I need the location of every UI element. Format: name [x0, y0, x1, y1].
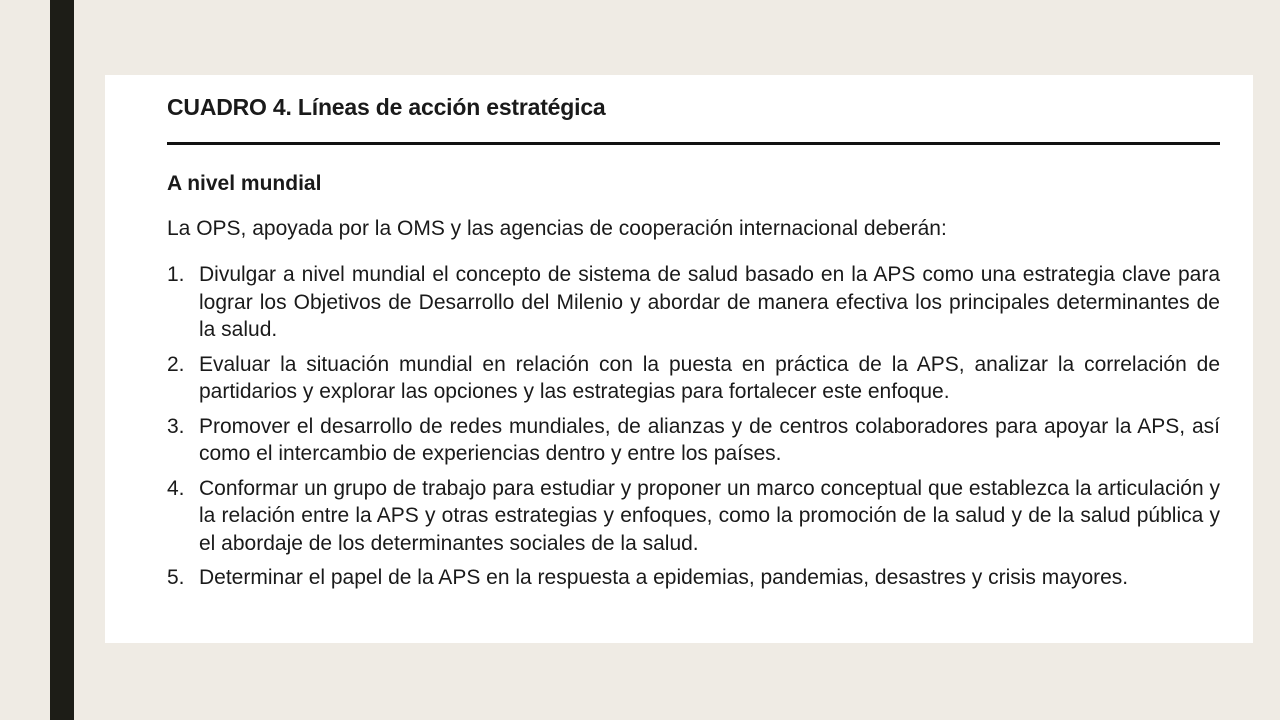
list-item-number: 2. — [167, 352, 185, 376]
list-item — [167, 413, 1220, 468]
title-divider — [167, 142, 1220, 145]
list-item-text: Evaluar la situación mundial en relación con la puesta en práctica de la APS, analizar la correlación de partidarios y explorar las opciones y las estrategias para fortalecer este enfoque. — [199, 352, 1220, 403]
action-list — [167, 261, 1220, 599]
section-heading: A nivel mundial — [167, 172, 322, 195]
list-item — [167, 261, 1220, 344]
list-item — [167, 351, 1220, 406]
list-item-number: 5. — [167, 566, 185, 589]
list-item-text: Determinar el papel de la APS en la respuesta a epidemias, pandemias, desastres y crisis mayores. — [199, 566, 1129, 589]
list-item-number: 4. — [167, 476, 185, 500]
document-panel — [105, 75, 1253, 643]
list-item-text: Conformar un grupo de trabajo para estudiar y proponer un marco conceptual que establezca la articulación y la relación entre la APS y otras estrategias y enfoques, como la promoción de la salud y de la salud pública y el abordaje de los determinantes sociales de la salud. — [199, 476, 1220, 555]
list-item-text: Divulgar a nivel mundial el concepto de sistema de salud basado en la APS como una estrategia clave para lograr los Objetivos de Desarrollo del Milenio y abordar de manera efectiva los principales determinantes de la salud. — [199, 263, 1220, 341]
list-item-number: 1. — [167, 263, 185, 286]
intro-text: La OPS, apoyada por la OMS y las agencias de cooperación internacional deberán: — [167, 217, 947, 240]
document-title: CUADRO 4. Líneas de acción estratégica — [167, 94, 606, 120]
left-accent-bar — [50, 0, 74, 720]
list-item — [167, 475, 1220, 558]
list-item-number: 3. — [167, 414, 185, 438]
list-item — [167, 564, 1220, 592]
list-item-text: Promover el desarrollo de redes mundiales, de alianzas y de centros colaboradores para apoyar la APS, así como el intercambio de experiencias dentro y entre los países. — [199, 414, 1220, 465]
